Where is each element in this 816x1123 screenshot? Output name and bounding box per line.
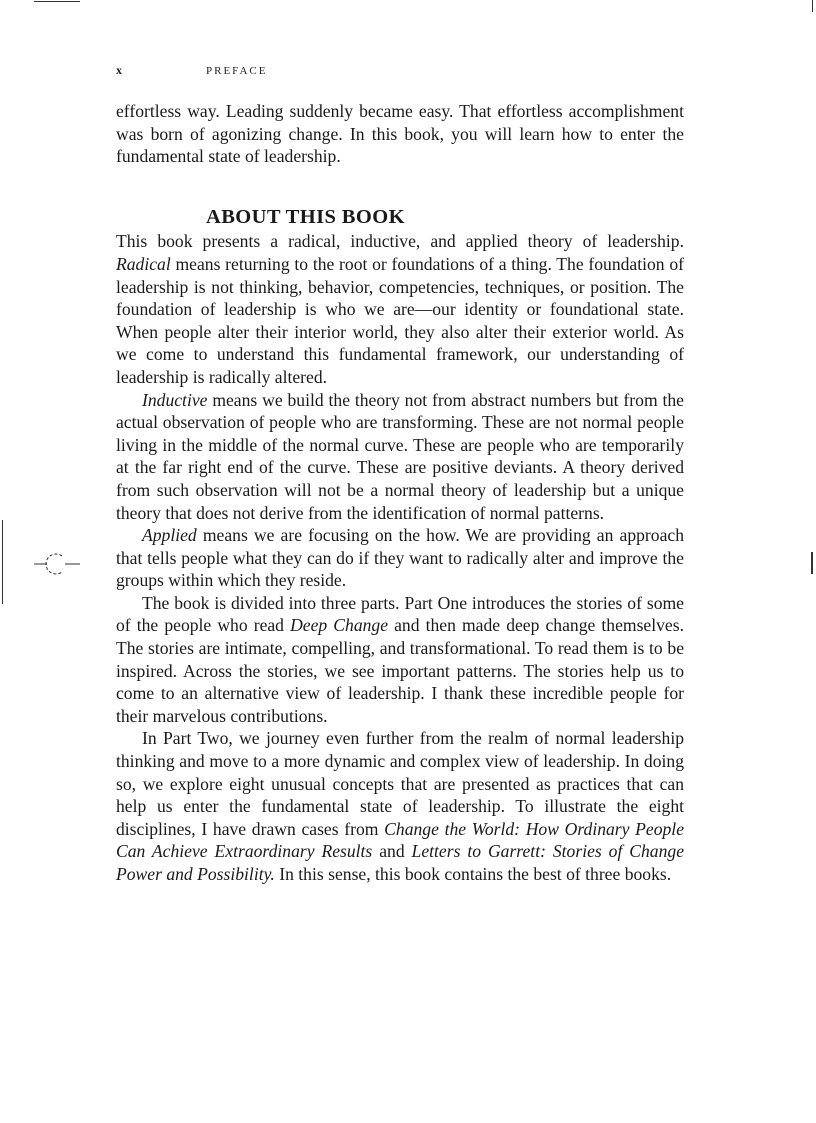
paragraph-radical-body: means returning to the root or foundations of a thing. The foundation of leadership is not thinking, behavior, competencies, techniques, or position. The foundation of leadership is who we are—our identity or foundational state. When people alter their interior world, they also alter their exterior world. As we come to understand this fundamental framework, our understanding of leadership is radically altered.	[116, 253, 684, 387]
paragraph-book-parts-body: and then made deep change themselves. The stories are intimate, compelling, and transformational. To read them is to be inspired. Across the stories, we see important patterns. The stories help us to come to an alternative view of leadership. I thank these incredible people for their marvelous contributions.	[116, 615, 684, 726]
running-head	[116, 63, 267, 78]
paragraph-applied-body: means we are focusing on the how. We are providing an approach that tells people what they can do if they want to radically alter and improve the groups within which they reside.	[116, 525, 684, 591]
paragraph-part-two-and: and	[372, 841, 412, 862]
intro-paragraph	[116, 100, 684, 168]
title-change-the-world: Change the World: How Ordinary People Can Achieve Extraordinary Results	[116, 818, 684, 862]
paragraph-inductive-body: means we build the theory not from abstract numbers but from the actual observation of people who are transforming. These are not normal people living in the middle of the normal curve. These are people who are temporarily at the far right end of the curve. These are positive deviants. A theory derived from such observation will not be a normal theory of leadership but a unique theory that does not derive from the identification of normal patterns.	[116, 389, 684, 523]
crop-mark-top-left	[34, 1, 80, 2]
paragraph-part-two-end: In this sense, this book contains the best of three books.	[274, 864, 672, 884]
paragraph-applied	[116, 524, 684, 592]
paragraph-radical-lead: This book presents a radical, inductive, and applied theory of leadership.	[116, 231, 684, 252]
running-head-section: PREFACE	[206, 65, 268, 77]
intro-paragraph-text: effortless way. Leading suddenly became easy. That effortless accomplishment was born of agonizing change. In this book, you will learn how to enter the fundamental state of leadership.	[116, 101, 684, 167]
page-number: x	[116, 63, 122, 77]
paragraph-book-parts	[116, 592, 684, 728]
crop-mark-left	[2, 520, 3, 604]
paragraph-book-parts-lead: The book is divided into three parts. Part One introduces the stories of some of the people who read	[116, 592, 684, 636]
paragraph-part-two-lead: In Part Two, we journey even further from the realm of normal leadership thinking and move to a more dynamic and complex view of leadership. In doing so, we explore eight unusual concepts that are presented as practices that can help us enter the fundamental state of leadership. To illustrate the eight disciplines, I have drawn cases from	[116, 728, 684, 839]
body-text	[116, 100, 684, 886]
crop-mark-top-right	[812, 0, 813, 12]
term-applied: Applied	[142, 525, 197, 546]
crop-mark-right	[811, 552, 813, 574]
section-heading: ABOUT THIS BOOK	[206, 205, 405, 228]
term-inductive: Inductive	[142, 389, 208, 410]
paragraph-radical	[116, 230, 684, 388]
title-letters-to-garrett: Letters to Garrett: Stories of Change Power and Possibility.	[116, 841, 684, 884]
term-radical: Radical	[116, 253, 171, 274]
paragraph-part-two	[116, 727, 684, 885]
paragraph-inductive	[116, 389, 684, 525]
title-deep-change: Deep Change	[290, 615, 389, 636]
registration-mark-icon	[34, 551, 80, 577]
